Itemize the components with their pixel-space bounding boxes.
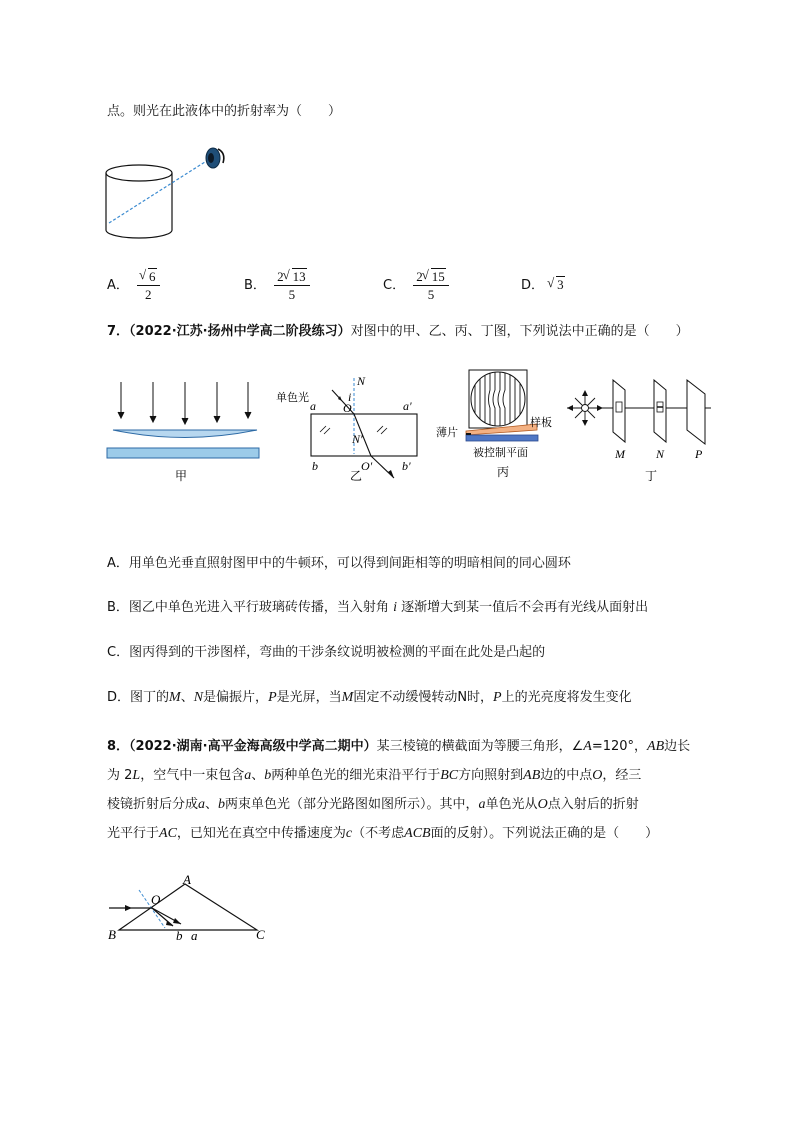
- yi-light-label: 单色光: [276, 391, 309, 404]
- svg-text:b': b': [402, 459, 411, 473]
- svg-text:B: B: [108, 927, 116, 942]
- q6-option-a[interactable]: A． √ $\frac{6}{2}$: [107, 268, 160, 303]
- svg-text:a': a': [403, 399, 412, 413]
- q8-prism-figure: [105, 872, 275, 947]
- svg-text:C: C: [256, 927, 265, 942]
- ding-caption: 丁: [644, 469, 658, 483]
- svg-text:O': O': [361, 459, 373, 473]
- q7-option-a[interactable]: A．用单色光垂直照射图甲中的牛顿环，可以得到间距相等的明暗相间的同心圆环: [107, 556, 571, 571]
- svg-text:O: O: [343, 401, 352, 415]
- controlled-plane-label: 被控制平面: [473, 446, 528, 459]
- svg-text:N: N: [357, 374, 366, 388]
- thin-sheet-label: 薄片: [436, 426, 458, 439]
- svg-text:b: b: [312, 459, 318, 473]
- q7-option-d[interactable]: D．图丁的M、N是偏振片，P是光屏，当M固定不动缓慢转动N时，P上的光亮度将发生变化: [107, 690, 632, 705]
- q6-option-b[interactable]: B． $\frac{2√ 13}{5}$: [244, 268, 310, 303]
- svg-text:A: A: [183, 872, 191, 887]
- q8-stem-line-4: 光平行于AC，已知光在真空中传播速度为c（不考虑ACB面的反射）。下列说法正确的是（ ）: [107, 826, 659, 841]
- q7-figure-bing: [433, 368, 573, 486]
- q8-stem-line-1: 8．（2022·湖南·高平金海高级中学高二期中）某三棱镜的横截面为等腰三角形，∠A=120°，AB边长: [107, 739, 691, 754]
- q7-option-c[interactable]: C．图丙得到的干涉图样，弯曲的干涉条纹说明被检测的平面在此处是凸起的: [107, 645, 546, 660]
- svg-text:a: a: [191, 928, 198, 943]
- svg-text:b: b: [176, 928, 183, 943]
- q7-option-b[interactable]: B．图乙中单色光进入平行玻璃砖传播，当入射角 i 逐渐增大到某一值后不会再有光线从面射出: [107, 600, 649, 615]
- q6-cylinder-figure: [105, 143, 235, 243]
- svg-text:i: i: [348, 390, 352, 404]
- svg-text:N: N: [656, 447, 665, 461]
- jia-caption: 甲: [174, 469, 188, 483]
- svg-text:a: a: [310, 399, 316, 413]
- svg-text:N': N': [352, 432, 363, 446]
- q6-option-c[interactable]: C． $\frac{2√ 15}{5}$: [383, 268, 449, 303]
- q7-figure-yi: [270, 372, 430, 487]
- svg-text:M: M: [615, 447, 625, 461]
- yi-caption: 乙: [349, 469, 363, 483]
- svg-text:O: O: [151, 892, 161, 907]
- svg-text:P: P: [695, 447, 703, 461]
- bing-caption: 丙: [496, 465, 510, 479]
- sample-plate-label: 样板: [530, 416, 552, 429]
- q7-figure-jia: [105, 380, 265, 485]
- q8-stem-line-3: 棱镜折射后分成a、b两束单色光（部分光路图如图所示）。其中，a单色光从O点入射后的折射: [107, 797, 639, 812]
- q8-stem-line-2: 为 2L，空气中一束包含a、b两种单色光的细光束沿平行于BC方向照射到AB边的中点O，经三: [107, 768, 642, 783]
- q6-stem-tail: 点。则光在此液体中的折射率为（ ）: [107, 104, 342, 119]
- q6-option-d[interactable]: D． √ 3: [521, 274, 565, 293]
- eye-icon: [206, 148, 224, 168]
- q7-stem: 7．（2022·江苏·扬州中学高二阶段练习）对图中的甲、乙、丙、丁图，下列说法中正确的是（ ）: [107, 324, 689, 339]
- q7-figure-ding: [565, 372, 715, 487]
